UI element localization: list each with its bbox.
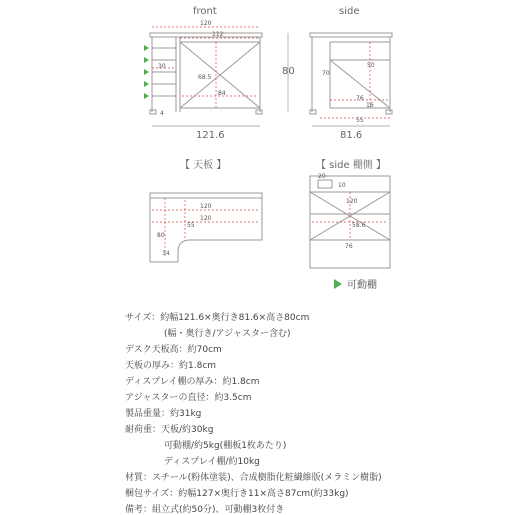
spec-package: 梱包サイズ：約幅127×奥行き11×高さ87cm(約33kg) (125, 489, 349, 499)
spec-size: サイズ：約幅121.6×奥行き81.6×高さ80cm (125, 313, 310, 323)
dim-front-84: 84 (218, 90, 226, 97)
dim-side-70: 70 (322, 70, 330, 77)
dim-shelf-586: 58.6 (352, 222, 366, 229)
spec-adjuster: アジャスターの直径：約3.5cm (125, 393, 252, 403)
spec-load-shelf: 可動棚/約5kg(棚板1枚あたり) (164, 441, 287, 451)
dim-top-120b: 120 (200, 215, 212, 222)
spec-top-thickness: 天板の厚み：約1.8cm (125, 361, 217, 371)
dim-front-120: 120 (200, 20, 212, 27)
dim-shelf-120: 120 (346, 198, 358, 205)
top-view-label: 【 天板 】 (180, 160, 227, 171)
dim-side-16: 16 (366, 102, 374, 109)
dim-front-685: 68.5 (198, 74, 212, 81)
dim-front-1216: 121.6 (196, 130, 225, 141)
spec-weight: 製品重量：約31kg (125, 409, 202, 419)
dim-front-112: 112 (212, 31, 224, 38)
dim-top-55: 55 (187, 222, 195, 229)
shelf-view-label: 【 side 棚側 】 (316, 160, 387, 171)
dim-front-4: 4 (160, 110, 164, 117)
spec-desk-height: デスク天板高：約70cm (125, 345, 222, 355)
dim-shelf-20: 20 (318, 173, 326, 180)
dim-top-80: 80 (157, 232, 165, 239)
spec-load-display: ディスプレイ棚/約10kg (164, 457, 260, 467)
spec-material: 材質：スチール(粉体塗装)、合成樹脂化粧繊維版(メラミン樹脂) (125, 473, 382, 483)
dim-shelf-76: 76 (345, 243, 353, 250)
green-triangle-icon (334, 279, 342, 289)
side-view-label: side (339, 6, 360, 17)
movable-shelf-label: 可動棚 (347, 280, 377, 291)
movable-shelf-legend (334, 276, 377, 291)
movable-shelf-markers (144, 45, 149, 99)
dim-side-50: 50 (367, 62, 375, 69)
dim-shelf-10: 10 (338, 182, 346, 189)
spec-load-top: 耐荷重：天板/約30kg (125, 425, 214, 435)
dim-side-816: 81.6 (340, 130, 363, 141)
dim-side-76: 76 (356, 95, 364, 102)
dim-side-55: 55 (356, 117, 364, 124)
front-view-label: front (193, 6, 217, 17)
dim-front-30: 30 (158, 63, 166, 70)
dim-front-80: 80 (282, 66, 295, 77)
dim-top-120a: 120 (200, 203, 212, 210)
spec-notes: 備考：組立式(約50分)、可動棚3枚付き (125, 505, 285, 515)
spec-display-thickness: ディスプレイ棚の厚み：約1.8cm (125, 377, 260, 387)
spec-size-note: (幅・奥行き/アジャスター含む) (164, 329, 291, 339)
dim-top-34: 34 (162, 250, 170, 257)
